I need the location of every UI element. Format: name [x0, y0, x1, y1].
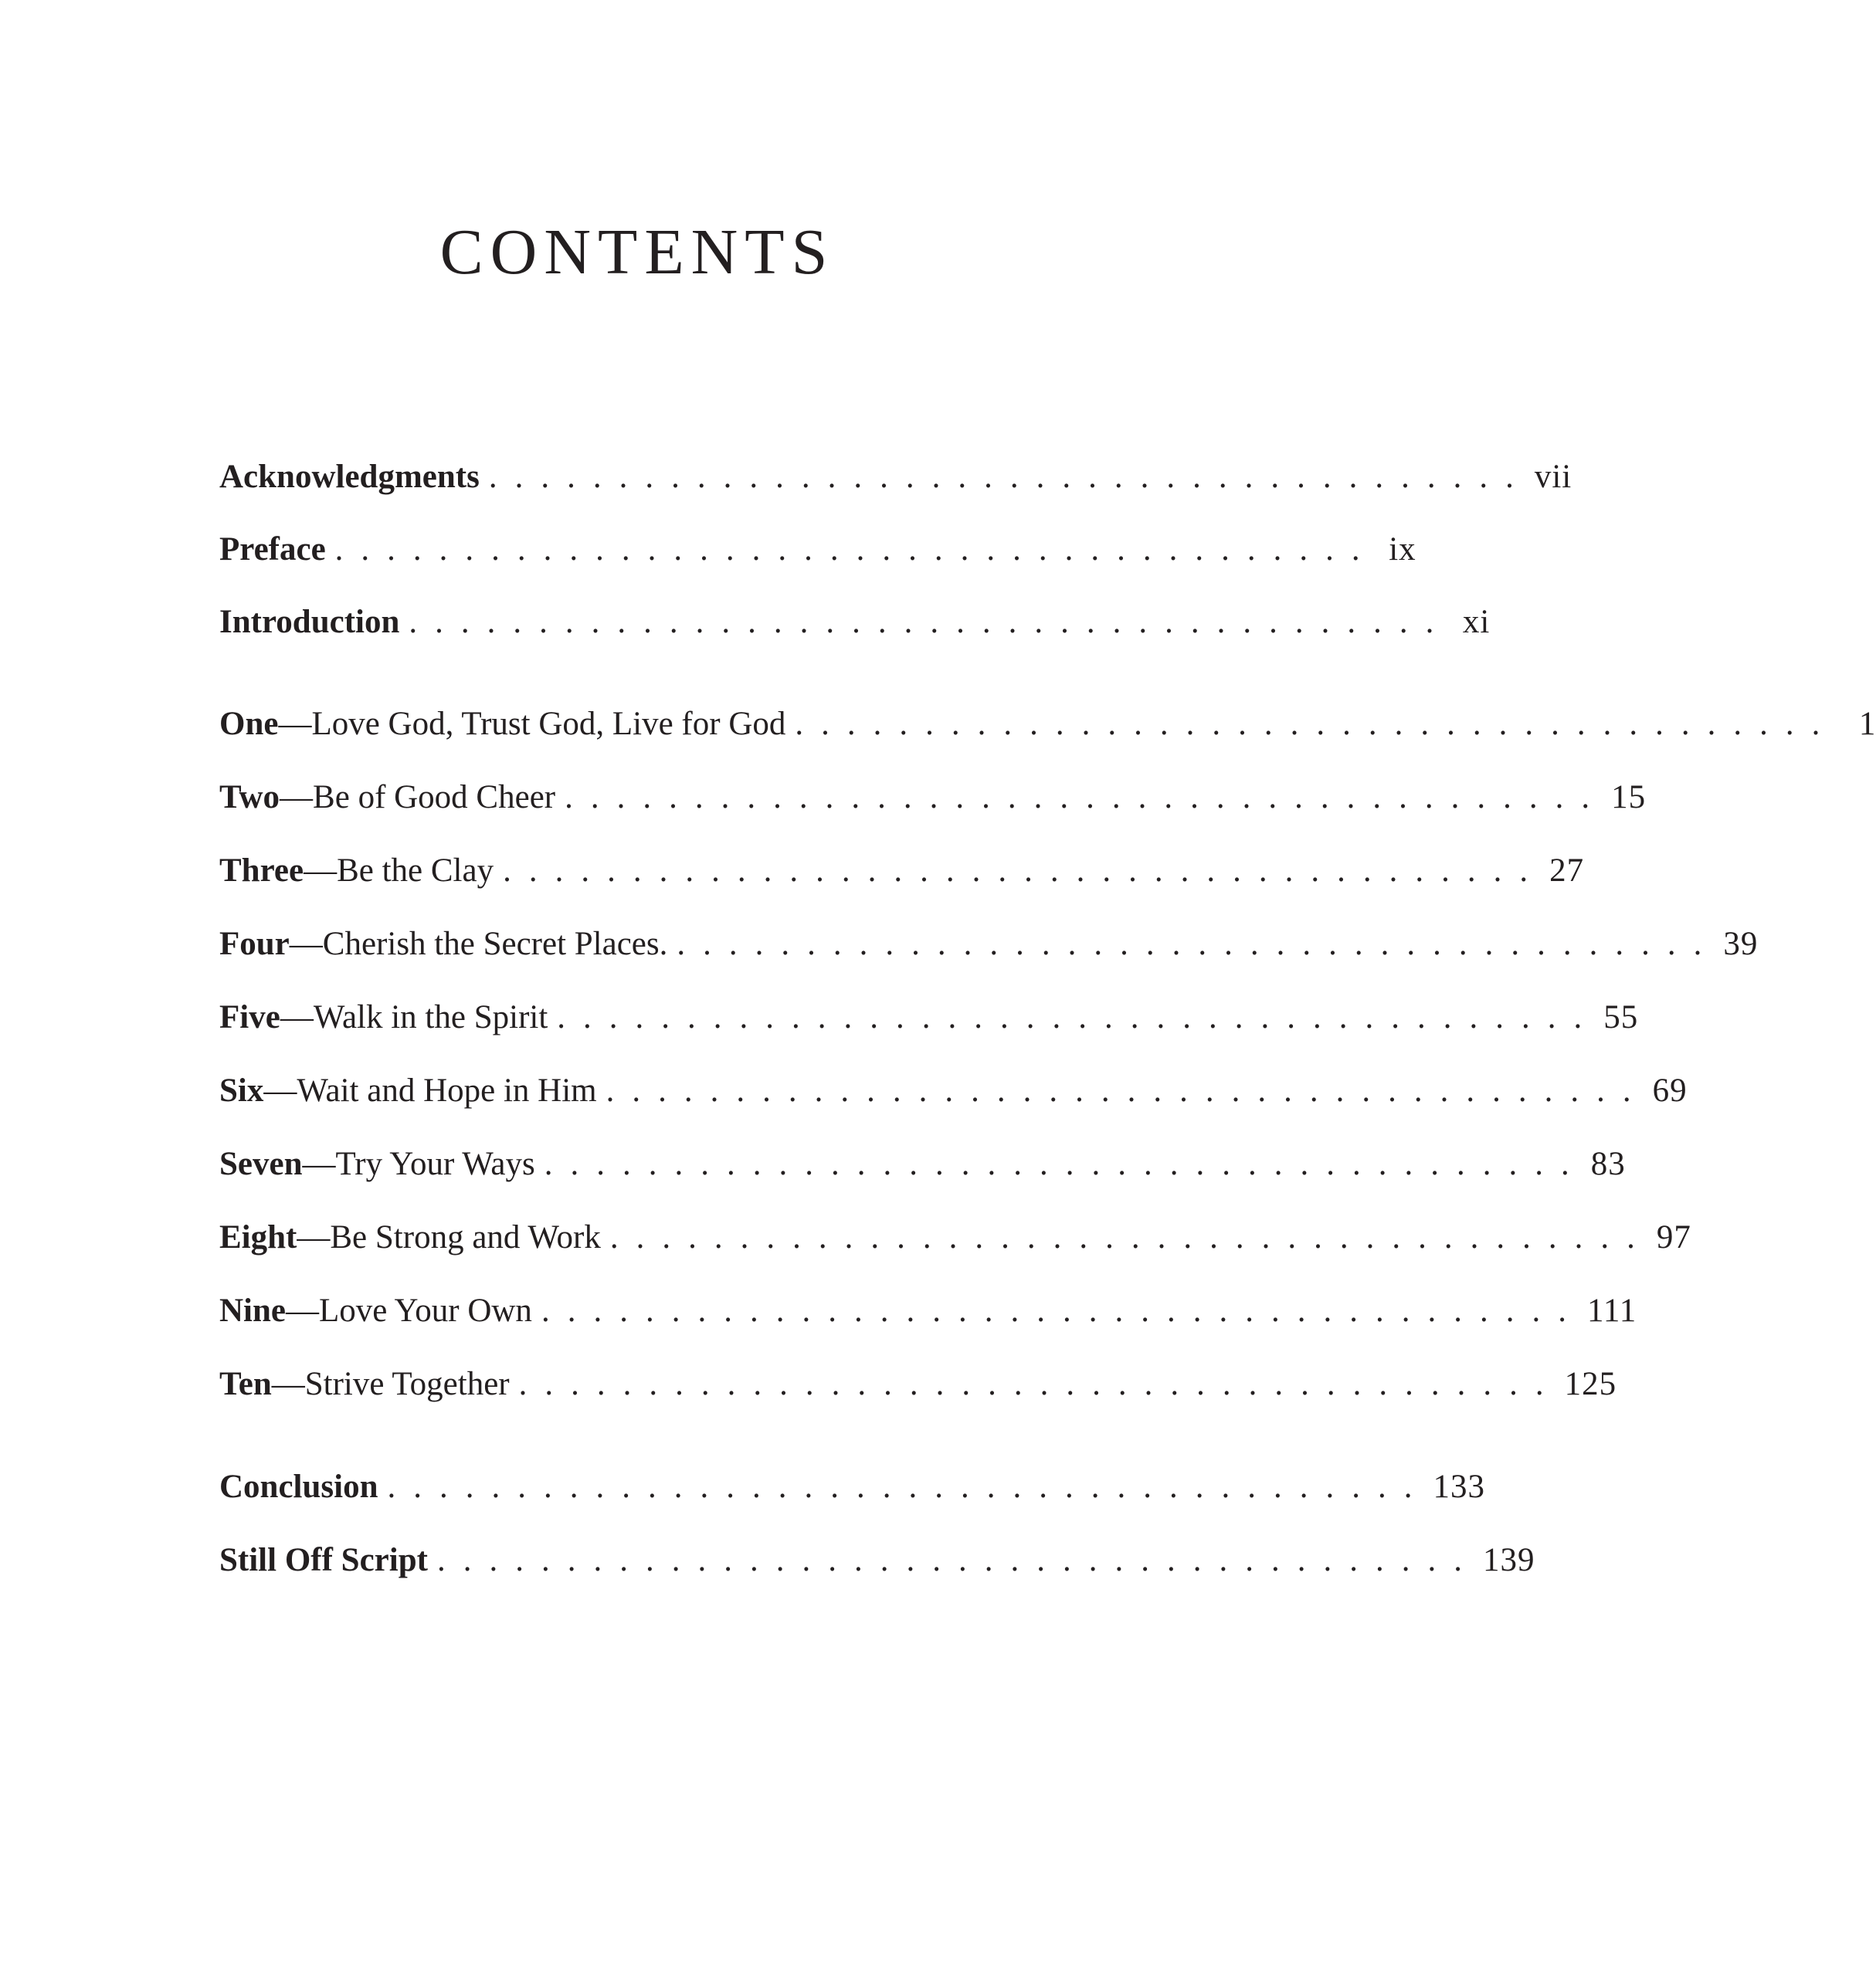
chapter-number: Ten — [219, 1366, 272, 1402]
entry-title: Still Off Script — [219, 1542, 428, 1578]
entry-page-number: ix — [1389, 531, 1416, 568]
entry-title: Walk in the Spirit — [313, 999, 548, 1035]
entry-label — [219, 527, 335, 573]
toc-entry-chapter-eight[interactable] — [219, 1215, 1691, 1261]
entry-separator: — — [304, 852, 338, 889]
toc-entry-chapter-three[interactable] — [219, 848, 1585, 894]
entry-label — [219, 1537, 437, 1584]
entry-label — [219, 454, 489, 500]
dot-leader: ........................................ — [518, 1366, 1562, 1402]
entry-separator: — — [263, 1073, 297, 1109]
entry-title: Love God, Trust God, Live for God — [311, 706, 786, 742]
entry-title: Love Your Own — [319, 1293, 532, 1329]
entry-page-number: 39 — [1723, 926, 1759, 962]
toc-entry-conclusion[interactable] — [219, 1464, 1486, 1510]
entry-label — [219, 848, 503, 894]
entry-label — [219, 599, 409, 646]
entry-separator: — — [280, 999, 314, 1035]
entry-separator: — — [297, 1219, 331, 1256]
page-title: CONTENTS — [439, 216, 835, 288]
entry-page-number: 139 — [1482, 1542, 1535, 1578]
chapter-number: Seven — [219, 1146, 303, 1182]
dot-leader: ........................................ — [544, 1146, 1587, 1182]
entry-label — [219, 1068, 606, 1114]
entry-title: Introduction — [219, 604, 400, 640]
entry-separator: — — [286, 1293, 319, 1329]
dot-leader: ........................................ — [488, 459, 1532, 495]
chapter-number: Eight — [219, 1219, 297, 1256]
dot-leader: ........................................ — [795, 706, 1838, 742]
entry-title: Wait and Hope in Him — [297, 1073, 597, 1109]
toc-entry-chapter-four[interactable] — [219, 921, 1759, 968]
dot-leader: ........................................ — [609, 1219, 1653, 1256]
entry-page-number: 15 — [1611, 779, 1647, 815]
entry-page-number: 111 — [1586, 1293, 1637, 1329]
toc-entry-introduction[interactable] — [219, 599, 1491, 646]
chapter-number: One — [219, 706, 279, 742]
toc-entry-preface[interactable] — [219, 527, 1416, 573]
chapter-number: Six — [219, 1073, 264, 1109]
toc-entry-chapter-seven[interactable] — [219, 1141, 1626, 1188]
toc-entry-chapter-ten[interactable] — [219, 1361, 1617, 1408]
toc-entry-chapter-nine[interactable] — [219, 1288, 1637, 1334]
entry-separator: — — [278, 706, 312, 742]
dot-leader: ........................................ — [677, 926, 1720, 962]
entry-label — [219, 995, 557, 1041]
entry-title: Conclusion — [219, 1469, 378, 1505]
toc-entry-acknowledgments[interactable] — [219, 454, 1572, 500]
chapter-number: Two — [219, 779, 280, 815]
entry-label — [219, 701, 795, 747]
entry-page-number: 1 — [1858, 706, 1876, 742]
dot-leader: ........................................ — [387, 1469, 1430, 1505]
dot-leader: ........................................ — [436, 1542, 1480, 1578]
chapter-number: Nine — [219, 1293, 286, 1329]
toc-entry-chapter-two[interactable] — [219, 774, 1647, 821]
toc-entry-chapter-one[interactable] — [219, 701, 1876, 747]
entry-page-number: 69 — [1652, 1073, 1688, 1109]
entry-title: Strive Together — [304, 1366, 510, 1402]
toc-entry-chapter-five[interactable] — [219, 995, 1639, 1041]
dot-leader: ........................................ — [503, 852, 1546, 889]
dot-leader: ........................................ — [541, 1293, 1584, 1329]
toc-entry-chapter-six[interactable] — [219, 1068, 1688, 1114]
entry-title: Be of Good Cheer — [313, 779, 556, 815]
entry-label — [219, 1288, 541, 1334]
chapter-number: Three — [219, 852, 304, 889]
entry-page-number: 83 — [1590, 1146, 1626, 1182]
entry-label — [219, 1141, 544, 1188]
dot-leader: ........................................ — [409, 604, 1452, 640]
entry-page-number: xi — [1462, 604, 1491, 640]
dot-leader: ........................................ — [606, 1073, 1649, 1109]
entry-label — [219, 774, 565, 821]
entry-separator: — — [271, 1366, 305, 1402]
dot-leader: ........................................ — [565, 779, 1608, 815]
entry-title: Acknowledgments — [219, 459, 480, 495]
entry-page-number: 27 — [1549, 852, 1585, 889]
entry-page-number: 133 — [1433, 1469, 1486, 1505]
entry-title: Be the Clay — [337, 852, 494, 889]
toc-entry-still-off-script[interactable] — [219, 1537, 1535, 1584]
entry-separator: — — [302, 1146, 336, 1182]
entry-page-number: vii — [1534, 459, 1572, 495]
entry-page-number: 125 — [1564, 1366, 1617, 1402]
entry-separator: — — [280, 779, 314, 815]
entry-page-number: 55 — [1603, 999, 1639, 1035]
entry-title: Preface — [219, 531, 326, 568]
entry-label — [219, 921, 677, 968]
entry-label — [219, 1361, 519, 1408]
entry-title: Be Strong and Work — [330, 1219, 601, 1256]
chapter-number: Five — [219, 999, 280, 1035]
dot-leader: ........................................ — [557, 999, 1600, 1035]
entry-page-number: 97 — [1656, 1219, 1691, 1256]
entry-title: Try Your Ways — [335, 1146, 535, 1182]
entry-label — [219, 1464, 388, 1510]
table-of-contents — [219, 0, 1876, 1969]
chapter-number: Four — [219, 926, 290, 962]
dot-leader: ........................................ — [334, 531, 1378, 568]
entry-separator: — — [289, 926, 323, 962]
entry-title: Cherish the Secret Places. — [322, 926, 668, 962]
entry-label — [219, 1215, 610, 1261]
